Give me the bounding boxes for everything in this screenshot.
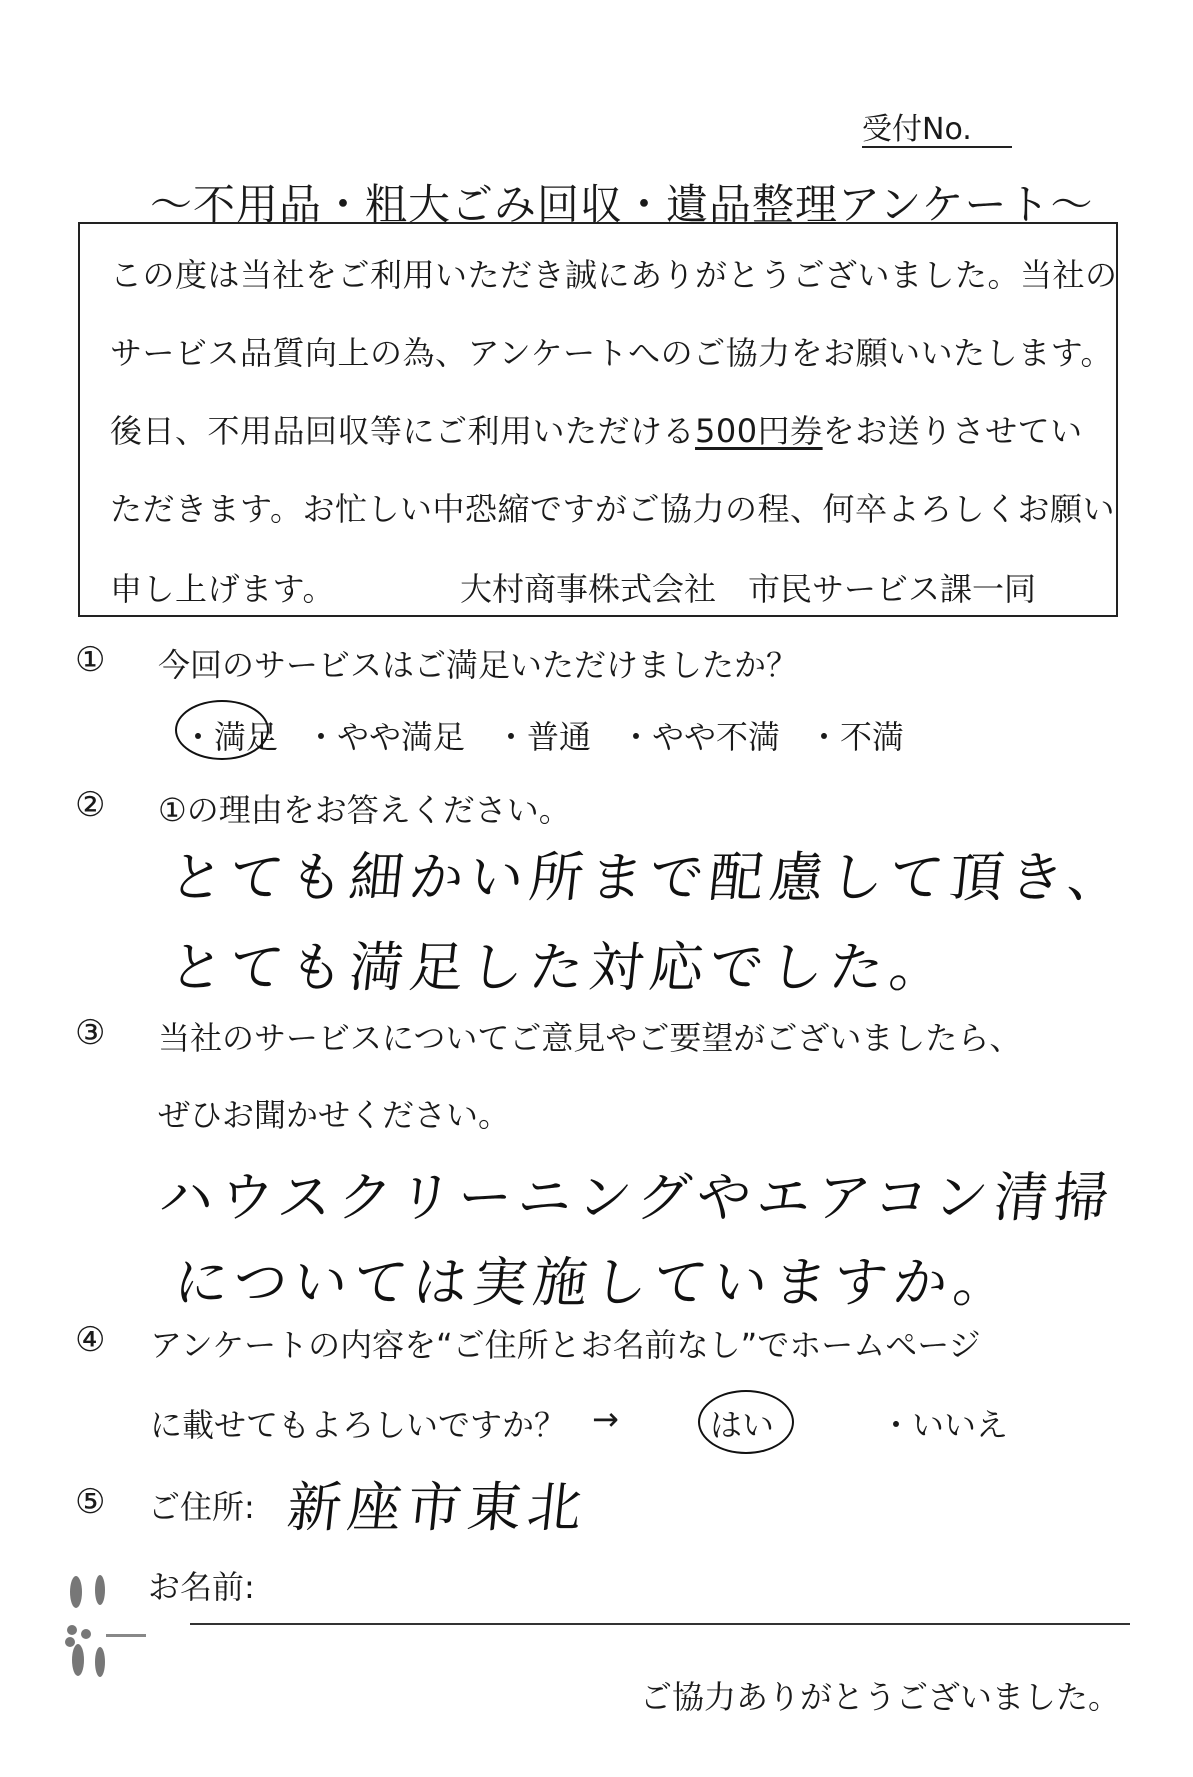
q1-option-somewhat-satisfied[interactable]: ・やや満足 [305,718,466,756]
q4-selection-circle [698,1390,794,1454]
receipt-number-line [862,146,1012,148]
name-label: お名前: [148,1568,255,1606]
intro-line-4: ただきます。お忙しい中恐縮ですがご協力の程、何卒よろしくお願い [110,490,1115,528]
flower-decoration-icon [58,1570,148,1680]
q2-number: ② [75,785,106,825]
q3-number: ③ [75,1013,106,1053]
q2-handwritten-answer-line-2: とても満足した対応でした。 [166,936,953,999]
q3-handwritten-answer-line-2: については実施していますか。 [171,1251,1017,1314]
q5-number: ⑤ [75,1482,106,1522]
intro-line-5: 申し上げます。 [110,570,335,608]
q3-question-line-1: 当社のサービスについてご意見やご要望がございましたら、 [158,1019,1022,1057]
intro-box [78,222,1118,617]
q4-question-line-1: アンケートの内容を“ご住所とお名前なし”でホームページ [150,1326,981,1364]
q4-arrow: → [592,1400,619,1438]
q4-question-line-2: に載せてもよろしいですか？ [150,1406,567,1444]
q1-option-neutral[interactable]: ・普通 [495,718,592,756]
q4-option-no[interactable]: ・いいえ [880,1406,1009,1444]
q2-handwritten-answer-line-1: とても細かい所まで配慮して頂き、 [166,846,1131,909]
receipt-number-label: 受付No. [862,112,972,147]
q3-question-line-2: ぜひお聞かせください。 [158,1096,511,1134]
q4-option-yes[interactable]: はい [710,1406,775,1444]
intro-line-3-post: をお送りさせてい [822,412,1083,450]
q3-handwritten-answer-line-1: ハウスクリーニングやエアコン清掃 [156,1166,1118,1229]
q1-option-dissatisfied[interactable]: ・不満 [808,718,905,756]
survey-title: ～不用品・粗大ごみ回収・遺品整理アンケート～ [150,180,1094,229]
q1-selection-circle [175,700,269,760]
q1-option-somewhat-dissatisfied[interactable]: ・やや不満 [620,718,781,756]
closing-thanks: ご協力ありがとうございました。 [640,1678,1121,1716]
q1-option-satisfied[interactable]: ・満足 [182,718,279,756]
voucher-amount: 500円券 [695,412,823,450]
q1-number: ① [75,640,106,680]
intro-line-3-pre: 後日、不用品回収等にご利用いただける [110,412,696,450]
name-signature-line [190,1623,1130,1625]
company-signature: 大村商事株式会社 市民サービス課一同 [460,570,1037,608]
q2-question: ①の理由をお答えください。 [158,791,571,829]
address-label: ご住所: [148,1488,255,1526]
intro-line-3 [110,406,1083,452]
intro-line-2: サービス品質向上の為、アンケートへのご協力をお願いいたします。 [110,334,1114,372]
address-handwritten-value: 新座市東北 [284,1476,591,1539]
q4-number: ④ [75,1320,106,1360]
intro-line-1: この度は当社をご利用いただき誠にありがとうございました。当社の [110,256,1118,294]
q1-question: 今回のサービスはご満足いただけましたか？ [158,646,799,684]
